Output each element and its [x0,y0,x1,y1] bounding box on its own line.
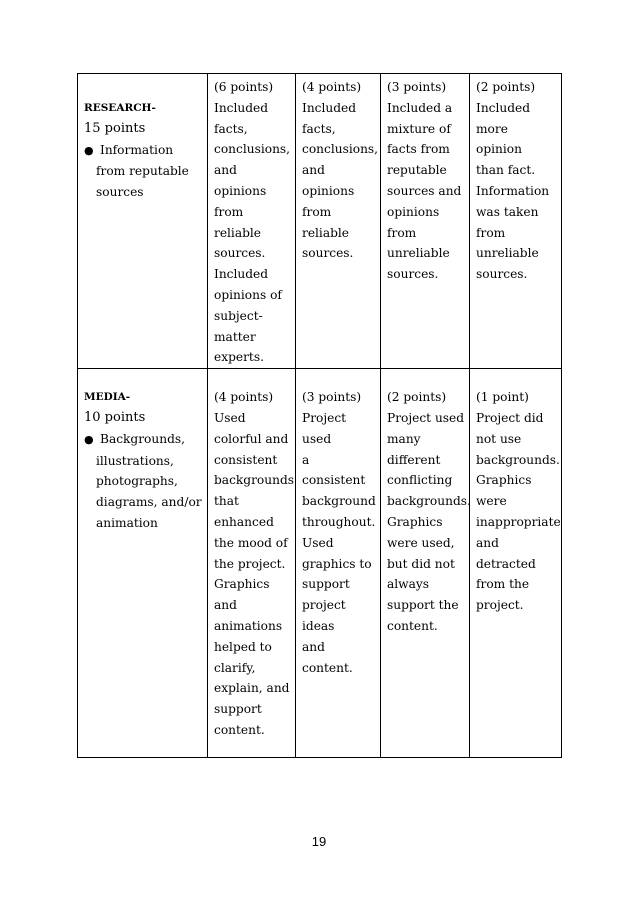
category-bullet [84,429,203,534]
level-cell [208,369,296,758]
category-points: 10 points [84,409,146,425]
bullet-text-first: Backgrounds, [100,431,186,446]
bullet-dot-icon: ● [84,432,94,446]
level-text: (1 point) Project did not use backgrounds. Graphics were inappropriate and detracted from the project. [476,390,561,613]
level-cell [470,74,562,369]
level-cell [296,369,381,758]
level-text: (3 points) Included a mixture of facts from reputable sources and opinions from unreliable sources. [387,80,462,282]
level-cell [470,369,562,758]
level-text: (6 points) Included facts, conclusions, and opinions from reliable sources. Included opinions of subject- matter experts. [214,80,291,365]
level-cell [296,74,381,369]
level-text: (3 points) Project used a consistent background throughout. Used graphics to support project ideas and content. [302,390,376,675]
level-cell [381,369,470,758]
category-cell-media [78,369,208,758]
category-points: 15 points [84,120,146,136]
page-number: 19 [311,834,327,849]
bullet-text-rest: from reputable sources [96,164,189,200]
level-cell [381,74,470,369]
level-text: (4 points) Used colorful and consistent backgrounds that enhanced the mood of the project. Graphics and animations helped to clarify, explain, and support content. [214,390,294,737]
category-title: MEDIA- [84,391,131,404]
rubric-row-media [78,369,562,758]
level-text: (4 points) Included facts, conclusions, and opinions from reliable sources. [302,80,379,261]
category-bullet [84,140,203,203]
bullet-dot-icon: ● [84,143,94,157]
bullet-text-first: Information [100,142,174,157]
level-cell [208,74,296,369]
category-cell-research [78,74,208,369]
category-title: RESEARCH- [84,102,156,114]
level-text: (2 points) Project used many different conflicting backgrounds. Graphics were used, but did not always support the content. [387,390,471,633]
rubric-table [77,73,562,758]
bullet-text-rest: illustrations, photographs, diagrams, and/or animation [96,453,202,530]
level-text: (2 points) Included more opinion than fact. Information was taken from unreliable sources. [476,80,550,282]
rubric-row-research [78,74,562,369]
